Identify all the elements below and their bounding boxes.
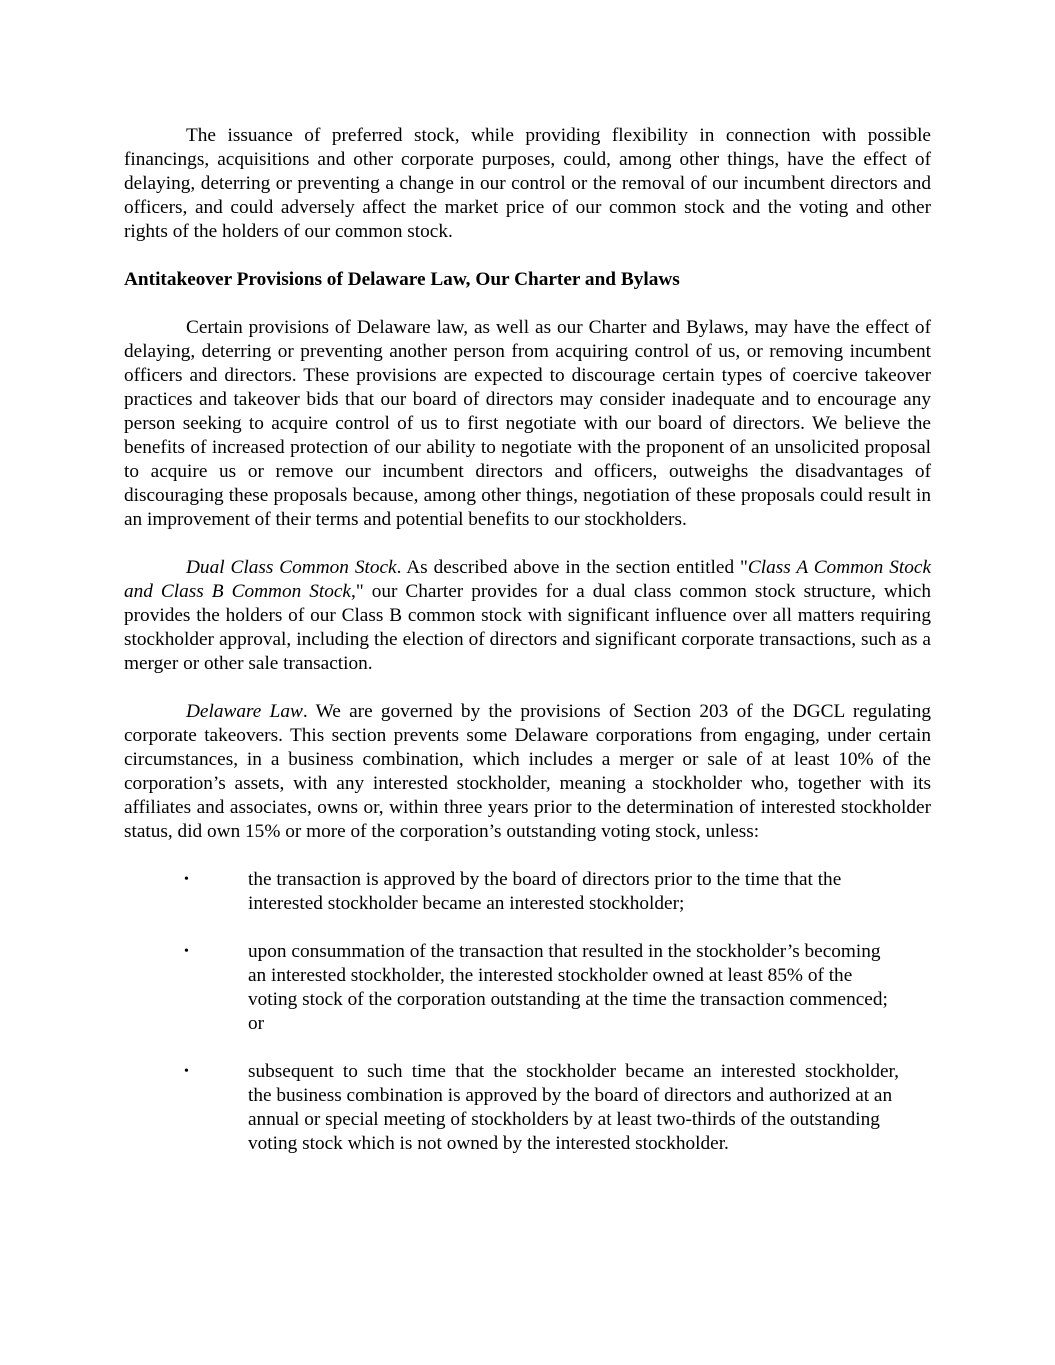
section-heading: Antitakeover Provisions of Delaware Law, Our Charter and Bylaws	[124, 269, 680, 290]
document-page	[124, 124, 931, 1156]
delaware-law-text: . We are governed by the provisions of Section 203 of the DGCL regulating corporate takeovers. This section prevents some Delaware corporations from engaging, under certain circumstances, in a business combination, which includes a merger or sale of at least 10% of the corporation’s assets, with any interested stockholder, meaning a stockholder who, together with its affiliates and associates, owns or, within three years prior to the determination of interested stockholder status, did own 15% or more of the corporation’s outstanding voting stock, unless:	[124, 701, 932, 842]
dual-class-title: Dual Class Common Stock	[186, 557, 397, 578]
list-item	[124, 940, 899, 1036]
list-item-text: the transaction is approved by the board of directors prior to the time that the interested stockholder became an interested stockholder;	[248, 869, 842, 914]
list-item-text-continued: the business combination is approved by the board of directors and authorized at an annual or special meeting of stockholders by at least two-thirds of the outstanding voting stock which is not owned by the interested stockholder.	[248, 1085, 893, 1154]
provisions-paragraph: Certain provisions of Delaware law, as well as our Charter and Bylaws, may have the effect of delaying, deterring or preventing another person from acquiring control of us, or removing incumbent officers and directors. These provisions are expected to discourage certain types of coercive takeover practices and takeover bids that our board of directors may consider inadequate and to encourage any person seeking to acquire control of us to first negotiate with our board of directors. We believe the benefits of increased protection of our ability to negotiate with the proponent of an unsolicited proposal to acquire us or remove our incumbent directors and officers, outweighs the disadvantages of discouraging these proposals because, among other things, negotiation of these proposals could result in an improvement of their terms and potential benefits to our stockholders.	[124, 317, 931, 530]
conditions-list	[124, 868, 931, 1156]
dual-class-reference: Class A Common Stock and Class B Common Stock	[124, 557, 931, 602]
delaware-law-paragraph	[124, 700, 931, 844]
list-item-text: upon consummation of the transaction that resulted in the stockholder’s becoming an interested stockholder, the interested stockholder owned at least 85% of the voting stock of the corporation outstanding at the time the transaction commenced; or	[248, 941, 888, 1034]
list-item	[124, 1060, 899, 1156]
intro-paragraph: The issuance of preferred stock, while providing flexibility in connection with possible financings, acquisitions and other corporate purposes, could, among other things, have the effect of delaying, deterring or preventing a change in our control or the removal of our incumbent directors and officers, and could adversely affect the market price of our common stock and the voting and other rights of the holders of our common stock.	[124, 125, 931, 242]
dual-class-text-after: ," our Charter provides for a dual class common stock structure, which provides the holders of our Class B common stock with significant influence over all matters requiring stockholder approval, including the election of directors and significant corporate transactions, such as a merger or other sale transaction.	[124, 581, 932, 674]
dual-class-text-before: . As described above in the section entitled "	[396, 557, 748, 578]
bullet-icon: •	[184, 944, 189, 959]
list-item	[124, 868, 899, 916]
bullet-icon: •	[184, 1064, 189, 1079]
bullet-icon: •	[184, 872, 189, 887]
list-item-text: subsequent to such time that the stockholder became an interested stockholder,	[248, 1061, 899, 1082]
delaware-law-title: Delaware Law	[186, 701, 303, 722]
dual-class-paragraph	[124, 556, 931, 676]
